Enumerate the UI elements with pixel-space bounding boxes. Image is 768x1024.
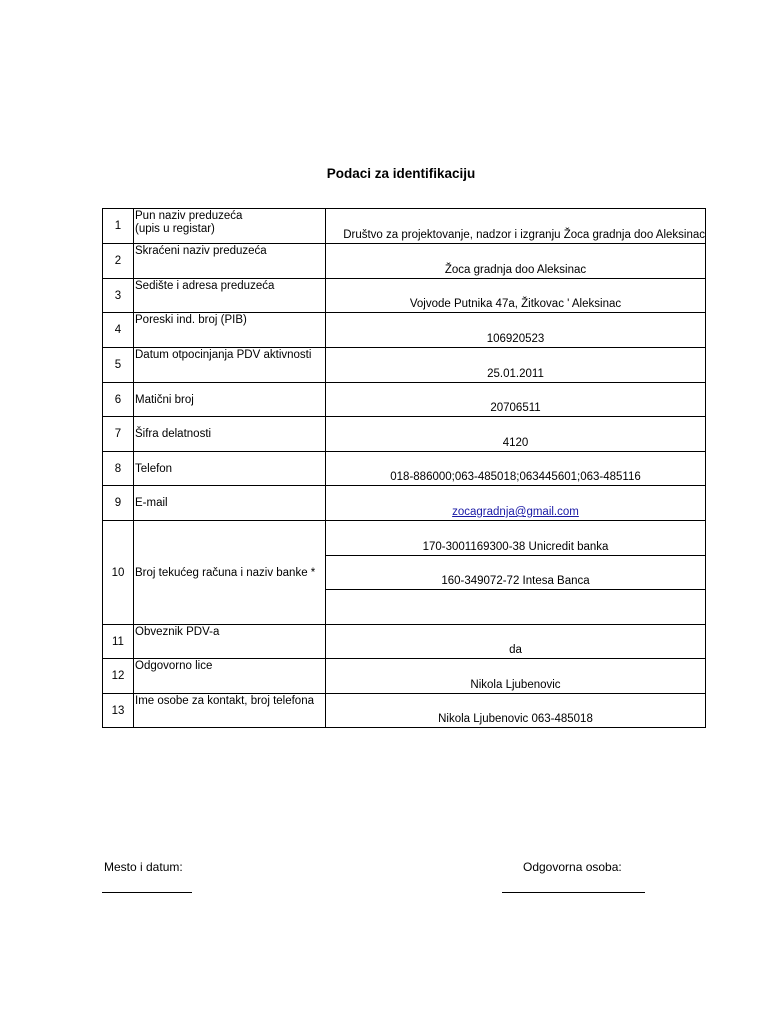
table-row [103,279,706,313]
row-label: Pun naziv preduzeća (upis u registar) [134,209,326,244]
row-number: 1 [103,209,134,244]
row-value: Žoca gradnja doo Aleksinac [326,244,706,279]
row-label: Broj tekućeg računa i naziv banke * [134,521,326,625]
table-row [103,244,706,279]
row-value: 25.01.2011 [326,348,706,383]
row-value: 170-3001169300-38 Unicredit banka [326,521,706,556]
table-row [103,521,706,556]
row-value: Nikola Ljubenovic 063-485018 [326,694,706,728]
table-row [103,625,706,659]
table-row [103,348,706,383]
row-number: 4 [103,313,134,348]
row-value: 4120 [326,417,706,452]
row-value [326,590,706,625]
row-label: Ime osobe za kontakt, broj telefona [134,694,326,728]
table-row [103,209,706,244]
row-number: 5 [103,348,134,383]
row-label: Telefon [134,452,326,486]
table-row [103,486,706,521]
row-number: 6 [103,383,134,417]
table-row [103,313,706,348]
row-label: Datum otpocinjanja PDV aktivnosti [134,348,326,383]
row-number: 3 [103,279,134,313]
row-number: 7 [103,417,134,452]
row-number: 12 [103,659,134,694]
signature-line [502,892,645,893]
row-value: 20706511 [326,383,706,417]
row-number: 10 [103,521,134,625]
table-row [103,383,706,417]
row-label: Matični broj [134,383,326,417]
document-title: Podaci za identifikaciju [326,166,476,181]
table-row [103,417,706,452]
row-value [326,486,706,521]
row-value: Društvo za projektovanje, nadzor i izgranju Žoca gradnja doo Aleksinac [326,209,706,244]
responsible-person-label: Odgovorna osoba: [523,860,622,874]
table-row [103,659,706,694]
table-row [103,452,706,486]
row-number: 11 [103,625,134,659]
row-number: 9 [103,486,134,521]
row-number: 2 [103,244,134,279]
table-row [103,694,706,728]
row-label: Obveznik PDV-a [134,625,326,659]
row-value: Vojvode Putnika 47a, Žitkovac ' Aleksinac [326,279,706,313]
email-link[interactable]: zocagradnja@gmail.com [452,506,579,518]
row-label: Poreski ind. broj (PIB) [134,313,326,348]
row-number: 8 [103,452,134,486]
row-value: 106920523 [326,313,706,348]
identification-table [102,208,706,728]
row-label: E-mail [134,486,326,521]
row-label: Sedište i adresa preduzeća [134,279,326,313]
row-value: 160-349072-72 Intesa Banca [326,556,706,590]
row-value: Nikola Ljubenovic [326,659,706,694]
row-value: 018-886000;063-485018;063445601;063-485116 [326,452,706,486]
row-label: Odgovorno lice [134,659,326,694]
row-label: Skraćeni naziv preduzeća [134,244,326,279]
row-value: da [326,625,706,659]
row-number: 13 [103,694,134,728]
row-label: Šifra delatnosti [134,417,326,452]
place-date-label: Mesto i datum: [104,860,183,874]
place-date-line [102,892,192,893]
